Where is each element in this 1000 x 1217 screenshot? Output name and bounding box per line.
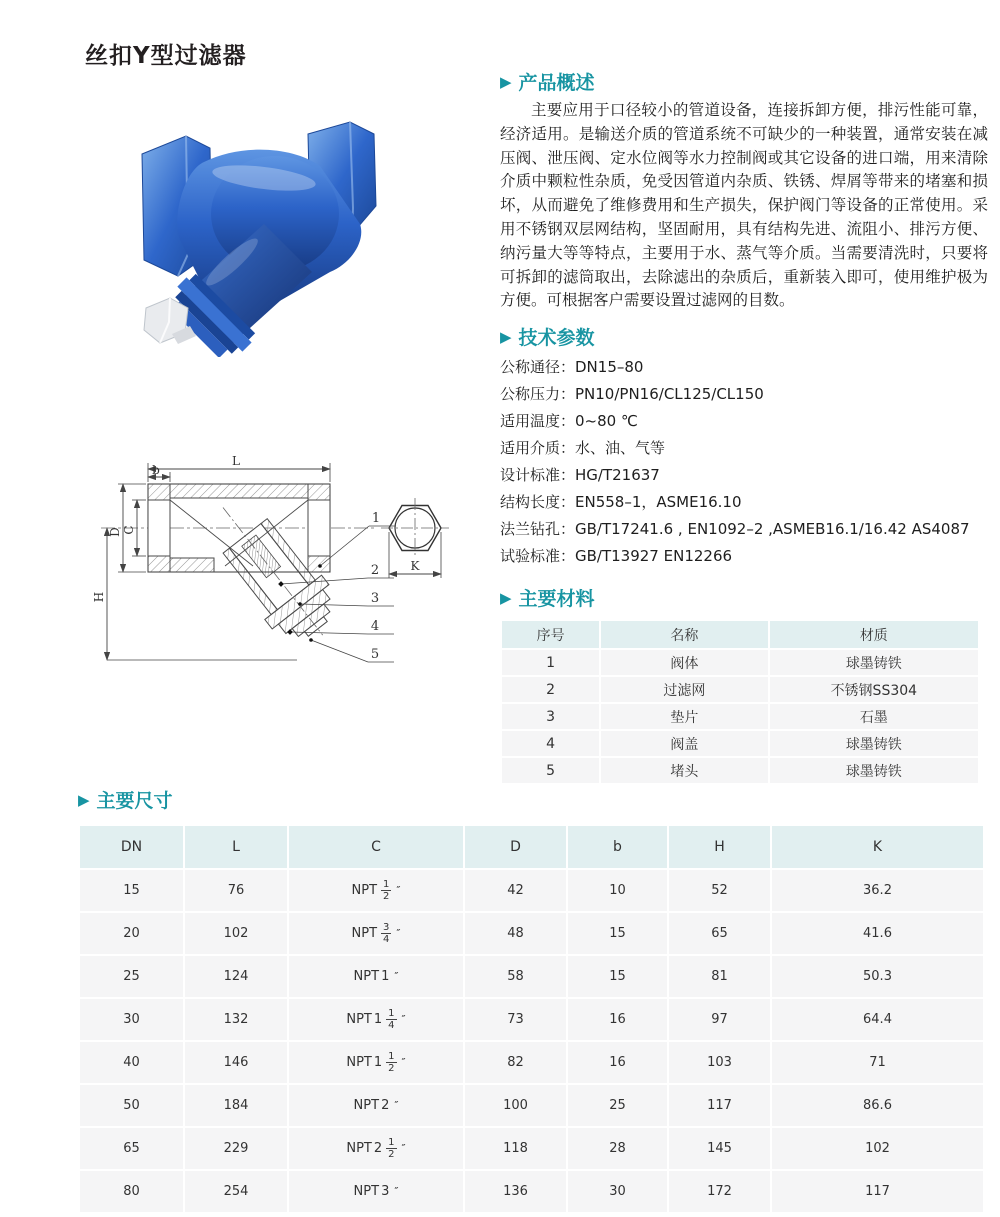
table-cell: 65 (80, 1128, 183, 1169)
thread-size-cell: NPT 2 ″ (289, 1085, 463, 1126)
param-line: 公称压力：PN10/PN16/CL125/CL150 (500, 385, 764, 404)
table-cell: 81 (669, 956, 770, 997)
section-heading-materials-label: 主要材料 (518, 588, 595, 611)
dim-label-C: C (122, 525, 136, 535)
header-cell: H (669, 826, 770, 868)
params-list (500, 354, 988, 570)
table-cell: 132 (185, 999, 287, 1040)
section-arrow-icon: ▶ (500, 328, 512, 347)
thread-size-cell: NPT 1 $\frac{1}{2}$ ″ (289, 1042, 463, 1083)
dim-label-H: H (92, 591, 106, 603)
header-cell: 序号 (502, 621, 599, 648)
table-cell: 10 (568, 870, 667, 911)
section-arrow-icon: ▶ (500, 73, 512, 91)
part-number-2: 2 (370, 563, 380, 578)
table-cell: 136 (465, 1171, 566, 1212)
part-number-1: 1 (371, 511, 381, 526)
dimension-b (148, 463, 170, 482)
table-cell: 124 (185, 956, 287, 997)
table-cell: 41.6 (772, 913, 983, 954)
table-cell: 184 (185, 1085, 287, 1126)
table-row (502, 758, 978, 783)
table-row (80, 870, 983, 911)
right-column (500, 68, 988, 785)
table-row (80, 956, 983, 997)
table-cell: 42 (465, 870, 566, 911)
section-heading-params (500, 323, 988, 350)
table-cell: 过滤网 (601, 677, 767, 702)
table-cell: 20 (80, 913, 183, 954)
param-line: 试验标准：GB/T13927 EN12266 (500, 547, 733, 566)
table-cell: 15 (568, 913, 667, 954)
table-cell: 25 (568, 1085, 667, 1126)
table-cell: 16 (568, 999, 667, 1040)
product-photo (112, 112, 407, 357)
part-number-3: 3 (370, 591, 380, 606)
table-cell: 100 (465, 1085, 566, 1126)
table-cell: 堵头 (601, 758, 767, 783)
dimensions-section (78, 786, 988, 1214)
dimensions-table (78, 824, 985, 1214)
header-cell: DN (80, 826, 183, 868)
param-line: 结构长度：EN558–1，ASME16.10 (500, 493, 742, 512)
table-cell: 30 (568, 1171, 667, 1212)
materials-table (500, 619, 980, 785)
thread-size-cell: NPT 3 ″ (289, 1171, 463, 1212)
header-cell: C (289, 826, 463, 868)
materials-header-row (502, 621, 978, 648)
technical-drawing (85, 442, 485, 690)
table-cell: 82 (465, 1042, 566, 1083)
param-line: 适用介质：水、油、气等 (500, 439, 666, 458)
table-row (502, 677, 978, 702)
table-cell: 254 (185, 1171, 287, 1212)
table-cell: 3 (502, 704, 599, 729)
param-line: 公称通径：DN15–80 (500, 358, 644, 377)
table-cell: 5 (502, 758, 599, 783)
dim-label-L: L (232, 454, 240, 468)
table-cell: 石墨 (770, 704, 978, 729)
header-cell: 名称 (601, 621, 767, 648)
section-arrow-icon: ▶ (78, 791, 90, 809)
table-cell: 64.4 (772, 999, 983, 1040)
header-cell: K (772, 826, 983, 868)
table-cell: 103 (669, 1042, 770, 1083)
table-row (80, 999, 983, 1040)
table-cell: 1 (502, 650, 599, 675)
table-row (80, 1128, 983, 1169)
header-cell: 材质 (770, 621, 978, 648)
table-cell: 146 (185, 1042, 287, 1083)
thread-size-cell: NPT 2 $\frac{1}{2}$ ″ (289, 1128, 463, 1169)
page-title: 丝扣Y型过滤器 (85, 43, 247, 70)
table-row (502, 650, 978, 675)
thread-size-cell: NPT 1 ″ (289, 956, 463, 997)
part-number-4: 4 (370, 619, 380, 634)
header-cell: b (568, 826, 667, 868)
table-cell: 30 (80, 999, 183, 1040)
section-heading-dimensions (78, 786, 988, 813)
dim-label-K: K (410, 559, 420, 573)
section-heading-materials (500, 584, 988, 611)
table-row (502, 704, 978, 729)
table-cell: 4 (502, 731, 599, 756)
table-row (502, 731, 978, 756)
table-row (80, 1171, 983, 1212)
table-cell: 52 (669, 870, 770, 911)
thread-size-cell: NPT $\frac{3}{4}$ ″ (289, 913, 463, 954)
table-cell: 86.6 (772, 1085, 983, 1126)
table-cell: 102 (772, 1128, 983, 1169)
part-number-5: 5 (370, 647, 380, 662)
table-cell: 球墨铸铁 (770, 731, 978, 756)
table-cell: 48 (465, 913, 566, 954)
table-cell: 15 (80, 870, 183, 911)
dimensions-header-row (80, 826, 983, 868)
table-cell: 16 (568, 1042, 667, 1083)
thread-size-cell: NPT $\frac{1}{2}$ ″ (289, 870, 463, 911)
table-cell: 71 (772, 1042, 983, 1083)
param-line: 适用温度：0~80 ℃ (500, 412, 638, 431)
section-heading-overview (500, 68, 988, 95)
table-cell: 50.3 (772, 956, 983, 997)
header-cell: D (465, 826, 566, 868)
table-cell: 球墨铸铁 (770, 758, 978, 783)
table-cell: 球墨铸铁 (770, 650, 978, 675)
table-cell: 97 (669, 999, 770, 1040)
table-cell: 117 (669, 1085, 770, 1126)
table-cell: 229 (185, 1128, 287, 1169)
table-row (80, 1085, 983, 1126)
hex-end-view (381, 498, 449, 578)
table-cell: 28 (568, 1128, 667, 1169)
table-cell: 102 (185, 913, 287, 954)
param-line: 设计标准：HG/T21637 (500, 466, 660, 485)
table-row (80, 913, 983, 954)
section-heading-dimensions-label: 主要尺寸 (96, 790, 173, 812)
header-cell: L (185, 826, 287, 868)
table-cell: 73 (465, 999, 566, 1040)
table-row (80, 1042, 983, 1083)
section-arrow-icon: ▶ (500, 589, 512, 608)
overview-paragraph: 主要应用于口径较小的管道设备，连接拆卸方便，排污性能可靠，经济适用。是输送介质的管道系统不可缺少的一种装置，通常安装在减压阀、泄压阀、定水位阀等水力控制阀或其它设备的进口端，用来清除介质中颗粒性杂质，免受因管道内杂质、铁锈、焊屑等带来的堵塞和损坏，从而避免了维修费用和生产损失，保护阀门等设备的正常使用。采用不锈钢双层网结构，坚固耐用，具有结构先进、流阻小、排污方便、纳污量大等等特点，主要用于水、蒸气等介质。当需要清洗时，只要将可拆卸的滤筒取出，去除滤出的杂质后，重新装入即可，使用维护极为方便。可根据客户需要设置过滤网的目数。 (500, 101, 988, 310)
table-cell: 不锈钢SS304 (770, 677, 978, 702)
table-cell: 15 (568, 956, 667, 997)
dim-label-b: b (152, 463, 160, 477)
table-cell: 172 (669, 1171, 770, 1212)
dim-label-D: D (108, 527, 122, 537)
table-cell: 145 (669, 1128, 770, 1169)
table-cell: 阀体 (601, 650, 767, 675)
thread-size-cell: NPT 1 $\frac{1}{4}$ ″ (289, 999, 463, 1040)
table-cell: 2 (502, 677, 599, 702)
table-cell: 阀盖 (601, 731, 767, 756)
dimension-L (148, 454, 330, 482)
section-heading-params-label: 技术参数 (518, 327, 595, 350)
table-cell: 118 (465, 1128, 566, 1169)
table-cell: 垫片 (601, 704, 767, 729)
table-cell: 76 (185, 870, 287, 911)
table-cell: 40 (80, 1042, 183, 1083)
table-cell: 25 (80, 956, 183, 997)
table-cell: 58 (465, 956, 566, 997)
table-cell: 65 (669, 913, 770, 954)
table-cell: 117 (772, 1171, 983, 1212)
section-heading-overview-label: 产品概述 (518, 72, 595, 94)
table-cell: 50 (80, 1085, 183, 1126)
table-cell: 36.2 (772, 870, 983, 911)
param-line: 法兰钻孔：GB/T17241.6 , EN1092–2 ,ASMEB16.1/16.42 AS4087 (500, 520, 970, 539)
table-cell: 80 (80, 1171, 183, 1212)
